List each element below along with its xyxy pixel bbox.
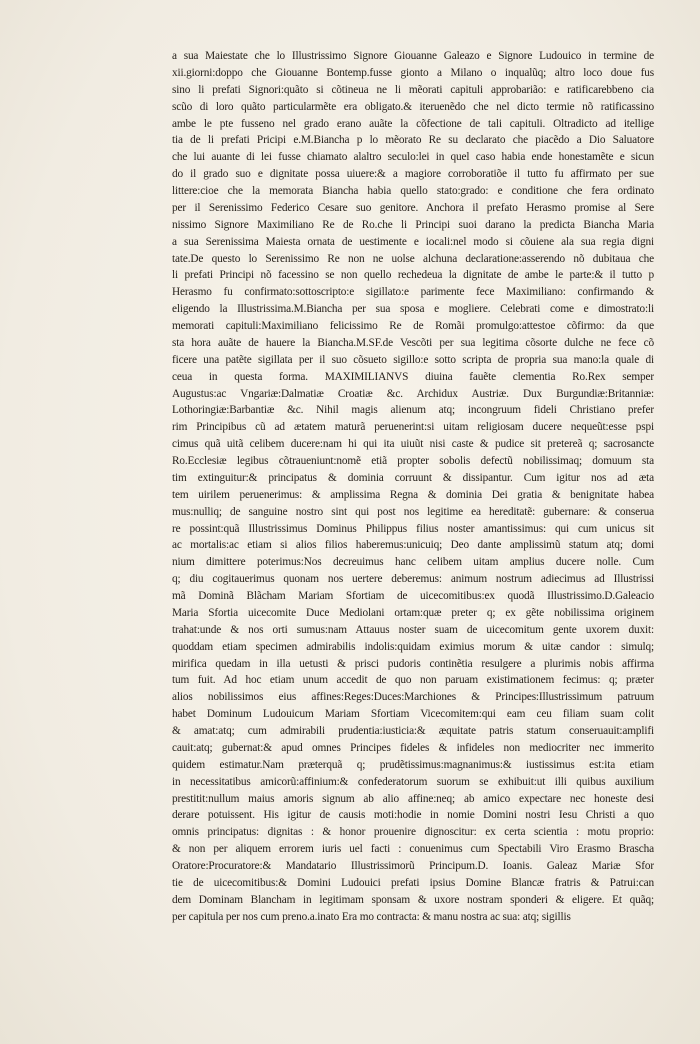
text-line: cimus quã uitã celibem ducere:nam hi qui ita uiuũt nisi caste & pudice sit pretereã q; sacrosancte	[172, 438, 654, 451]
text-line: in necessitatibus amicorũ:affinium:& confederatorum suorum se exhibuit:ut illi quibus auxilium	[172, 775, 654, 788]
text-line: tem uirilem peruenerimus: & amplissima Regna & dominia Dei gratia & benignitate habea	[172, 488, 654, 501]
text-line: tate.De questo lo Serenissimo Re non ne uolse alchuna declaratione:asserendo nõ dubitaua che	[172, 252, 654, 265]
text-line: mus:nulliq; de sanguine nostro sint qui post nos legitime ea hereditatẽ: gubernare: & conserua	[172, 505, 654, 518]
text-line: eligendo la Illustrissima.M.Biancha per sua sposa e mogliere. Celebrati come e dimostrato:li	[172, 303, 654, 316]
text-line: re possint:quã Illustrissimus Dominus Philippus filius noster amantissimus: qui cum unicus sit	[172, 522, 654, 535]
text-line: per il Serenissimo Federico Cesare suo genitore. Anchora il prefato Herasmo promise al Sere	[172, 201, 654, 214]
text-line: trahat:unde & nos orti sumus:nam Attauus noster suam de uicecomitum gente uxorem duxit:	[172, 623, 654, 636]
text-line: rim Principibus cũ ad ætatem maturã peruenerint:si uitam religiosam ducere nequeũt:esse pspi	[172, 421, 654, 434]
text-line: per capitula per nos cum preno.a.inato Era mo contracta: & manu nostra ac sua: atq; sigillis	[172, 910, 571, 923]
text-line: scũo di loro quãto particularmẽte era obligato.& iteruenẽdo che nel dicto termie nõ ratificassino	[172, 100, 654, 113]
text-line: & non per aliquem errorem iuris uel facti : conuenimus cum Spectabili Viro Erasmo Brascha	[172, 843, 654, 856]
text-line: che lui auante di lei fusse chiamato alaltro seculo:lei in quel caso habia ende honestamẽte e sicun	[172, 151, 654, 164]
text-line: a sua Serenissima Maiesta ornata de uestimente e iocali:nel modo si cõuiene ala sua regia digni	[172, 235, 654, 248]
text-line: li prefati Principi nõ facessino se non quello rechedeua la dignitate de ambe le parte:& il tutto p	[172, 269, 654, 282]
text-line: Maria Sfortia uicecomite Duce Mediolani ortam:quæ preter q; ex gẽte nobilissima originem	[172, 606, 654, 619]
text-line: a sua Maiestate che lo Illustrissimo Signore Giouanne Galeazo e Signore Ludouico in termine de	[172, 50, 654, 62]
text-line: alios nobilissimos eius affines:Reges:Duces:Marchiones & Principes:Illustrissimum patruum	[172, 691, 654, 704]
text-line: Oratore:Procuratore:& Mandatario Illustrissimorũ Principum.D. Ioanis. Galeaz Mariæ Sfor	[172, 860, 654, 872]
text-line: do il grado suo e dignitate possa uiuere:& a magiore corroboratiõe il tutto fu affirmato per sue	[172, 168, 654, 181]
text-line: omnis principatus: dignitas : & honor prouenire dignoscitur: ex certa scientia : motu proprio:	[172, 826, 654, 839]
text-line: littere:cioe che la memorata Biancha habia quello stato:grado: e conditione che fera ordinato	[172, 185, 654, 197]
text-line: q; diu cogitauerimus quonam nos uertere deberemus: animum nostrum adiecimus ad Illustrissi	[172, 573, 654, 586]
text-line: mirifica quedam in illa uetusti & prisci pudoris continẽtia resulgere a plurimis nobis affirma	[172, 657, 654, 670]
text-line: ceua in questa forma. MAXIMILIANVS diuina fauẽte clementia Ro.Rex semper	[172, 370, 654, 383]
text-line: Herasmo fu confirmato:sottoscripto:e sigillato:e parimente fece Maximiliano: confirmando &	[172, 286, 654, 299]
text-line: cauit:atq; gubernat:& apud omnes Principes fideles & infideles non mediocriter nec immerito	[172, 741, 654, 754]
text-line: prestitit:nullum maius amoris signum ab alio affine:neq; ab amico expectare nec honeste desi	[172, 792, 654, 805]
text-line: xii.giorni:doppo che Giouanne Bontemp.fusse gionto a Milano o inqualũq; altro loco doue fus	[172, 66, 654, 79]
text-line: tie de uicecomitibus:& Domini Ludouici prefati ipsius Domine Blancæ fratris & Patrui:can	[172, 876, 654, 889]
text-line: nium dimittere poterimus:Nos decreuimus hanc celibem uitam amplius ducere nolle. Cum	[172, 556, 654, 569]
text-line: mã Dominã Blãcham Mariam Sfortiam de uicecomitibus:ex quodã Illustrissimo.D.Galeacio	[172, 590, 654, 602]
text-line: Ro.Ecclesiæ legibus cõtraueniunt:nomẽ etiã propter sobolis defectũ nobilissimaq; domuum sta	[172, 455, 654, 467]
text-line: nissimo Signore Maximiliano Re de Ro.che li Principi suoi darano la predicta Biancha Maria	[172, 218, 654, 231]
text-line: tim extinguitur:& principatus & dominia corruunt & dissipantur. Cum igitur nos ad æta	[172, 471, 654, 484]
text-line: habet Dominum Ludouicum Mariam Sfortiam Vicecomitem:qui eam ceu filiam suam colit	[172, 708, 654, 721]
text-line: sta hora auãte de hauere la Biancha.M.SF.de Vescõti per sua legitima cõsorte dulche ne fece cõ	[172, 336, 654, 349]
printed-text-block	[172, 48, 654, 926]
text-line: dem Dominam Blancham in legitimam sponsam & uxore nostram sponderi & eligere. Et quãq;	[172, 893, 654, 906]
text-line: Augustus:ac Vngariæ:Dalmatiæ Croatiæ &c. Archidux Austriæ. Dux Burgundiæ:Britanniæ:	[172, 387, 654, 400]
text-line: ficere una patẽte sigillata per il suo cõsueto sigillo:e sotto scripta de propria sua mano:la quale di	[172, 353, 654, 366]
text-line: tia de li prefati Pricipi e.M.Biancha p lo mẽorato Re su declarato che piacẽdo a Dio Saluatore	[172, 134, 654, 147]
text-line: ac mortalis:ac etiam si alios filios haberemus:unicuiq; Deo dante amplissimũ statum atq; domi	[172, 539, 654, 552]
text-line: ambe le pte fusseno nel grado erano auãte la cõfectione de tali capituli. Oltradicto ad itellige	[172, 117, 654, 130]
text-line: quidem estimatur.Nam præterquã q; prudẽtissimus:magnanimus:& iustissimus est:ita etiam	[172, 758, 654, 771]
text-line: tum fuit. Ad hoc etiam unum accedit de quo non paruam existimationem fecimus: q; præter	[172, 674, 654, 687]
text-line: memorati capituli:Maximiliano felicissimo Re de Romãi promulgo:attestoe cõfirmo: da que	[172, 320, 654, 332]
text-line: Lothoringiæ:Barbantiæ &c. Nihil magis alienum atq; incongruum fideli Christiano prefer	[172, 404, 654, 417]
text-line: sino li prefati Signori:quãto si cõtineua ne li mẽorati capituli approbarião: e ratificarebbeno cia	[172, 83, 654, 96]
text-line: derare potuissent. His igitur de causis moti:hodie in nomie Domini nostri Iesu Christi a quo	[172, 809, 654, 822]
text-line: & amat:atq; cum admirabili prudentia:iusticia:& æquitate patris statum conseruauit:amplifi	[172, 725, 654, 737]
text-line: quoddam etiam specimen admirabilis indolis:quidam eximius morum & uitæ candor : simulq;	[172, 640, 654, 653]
